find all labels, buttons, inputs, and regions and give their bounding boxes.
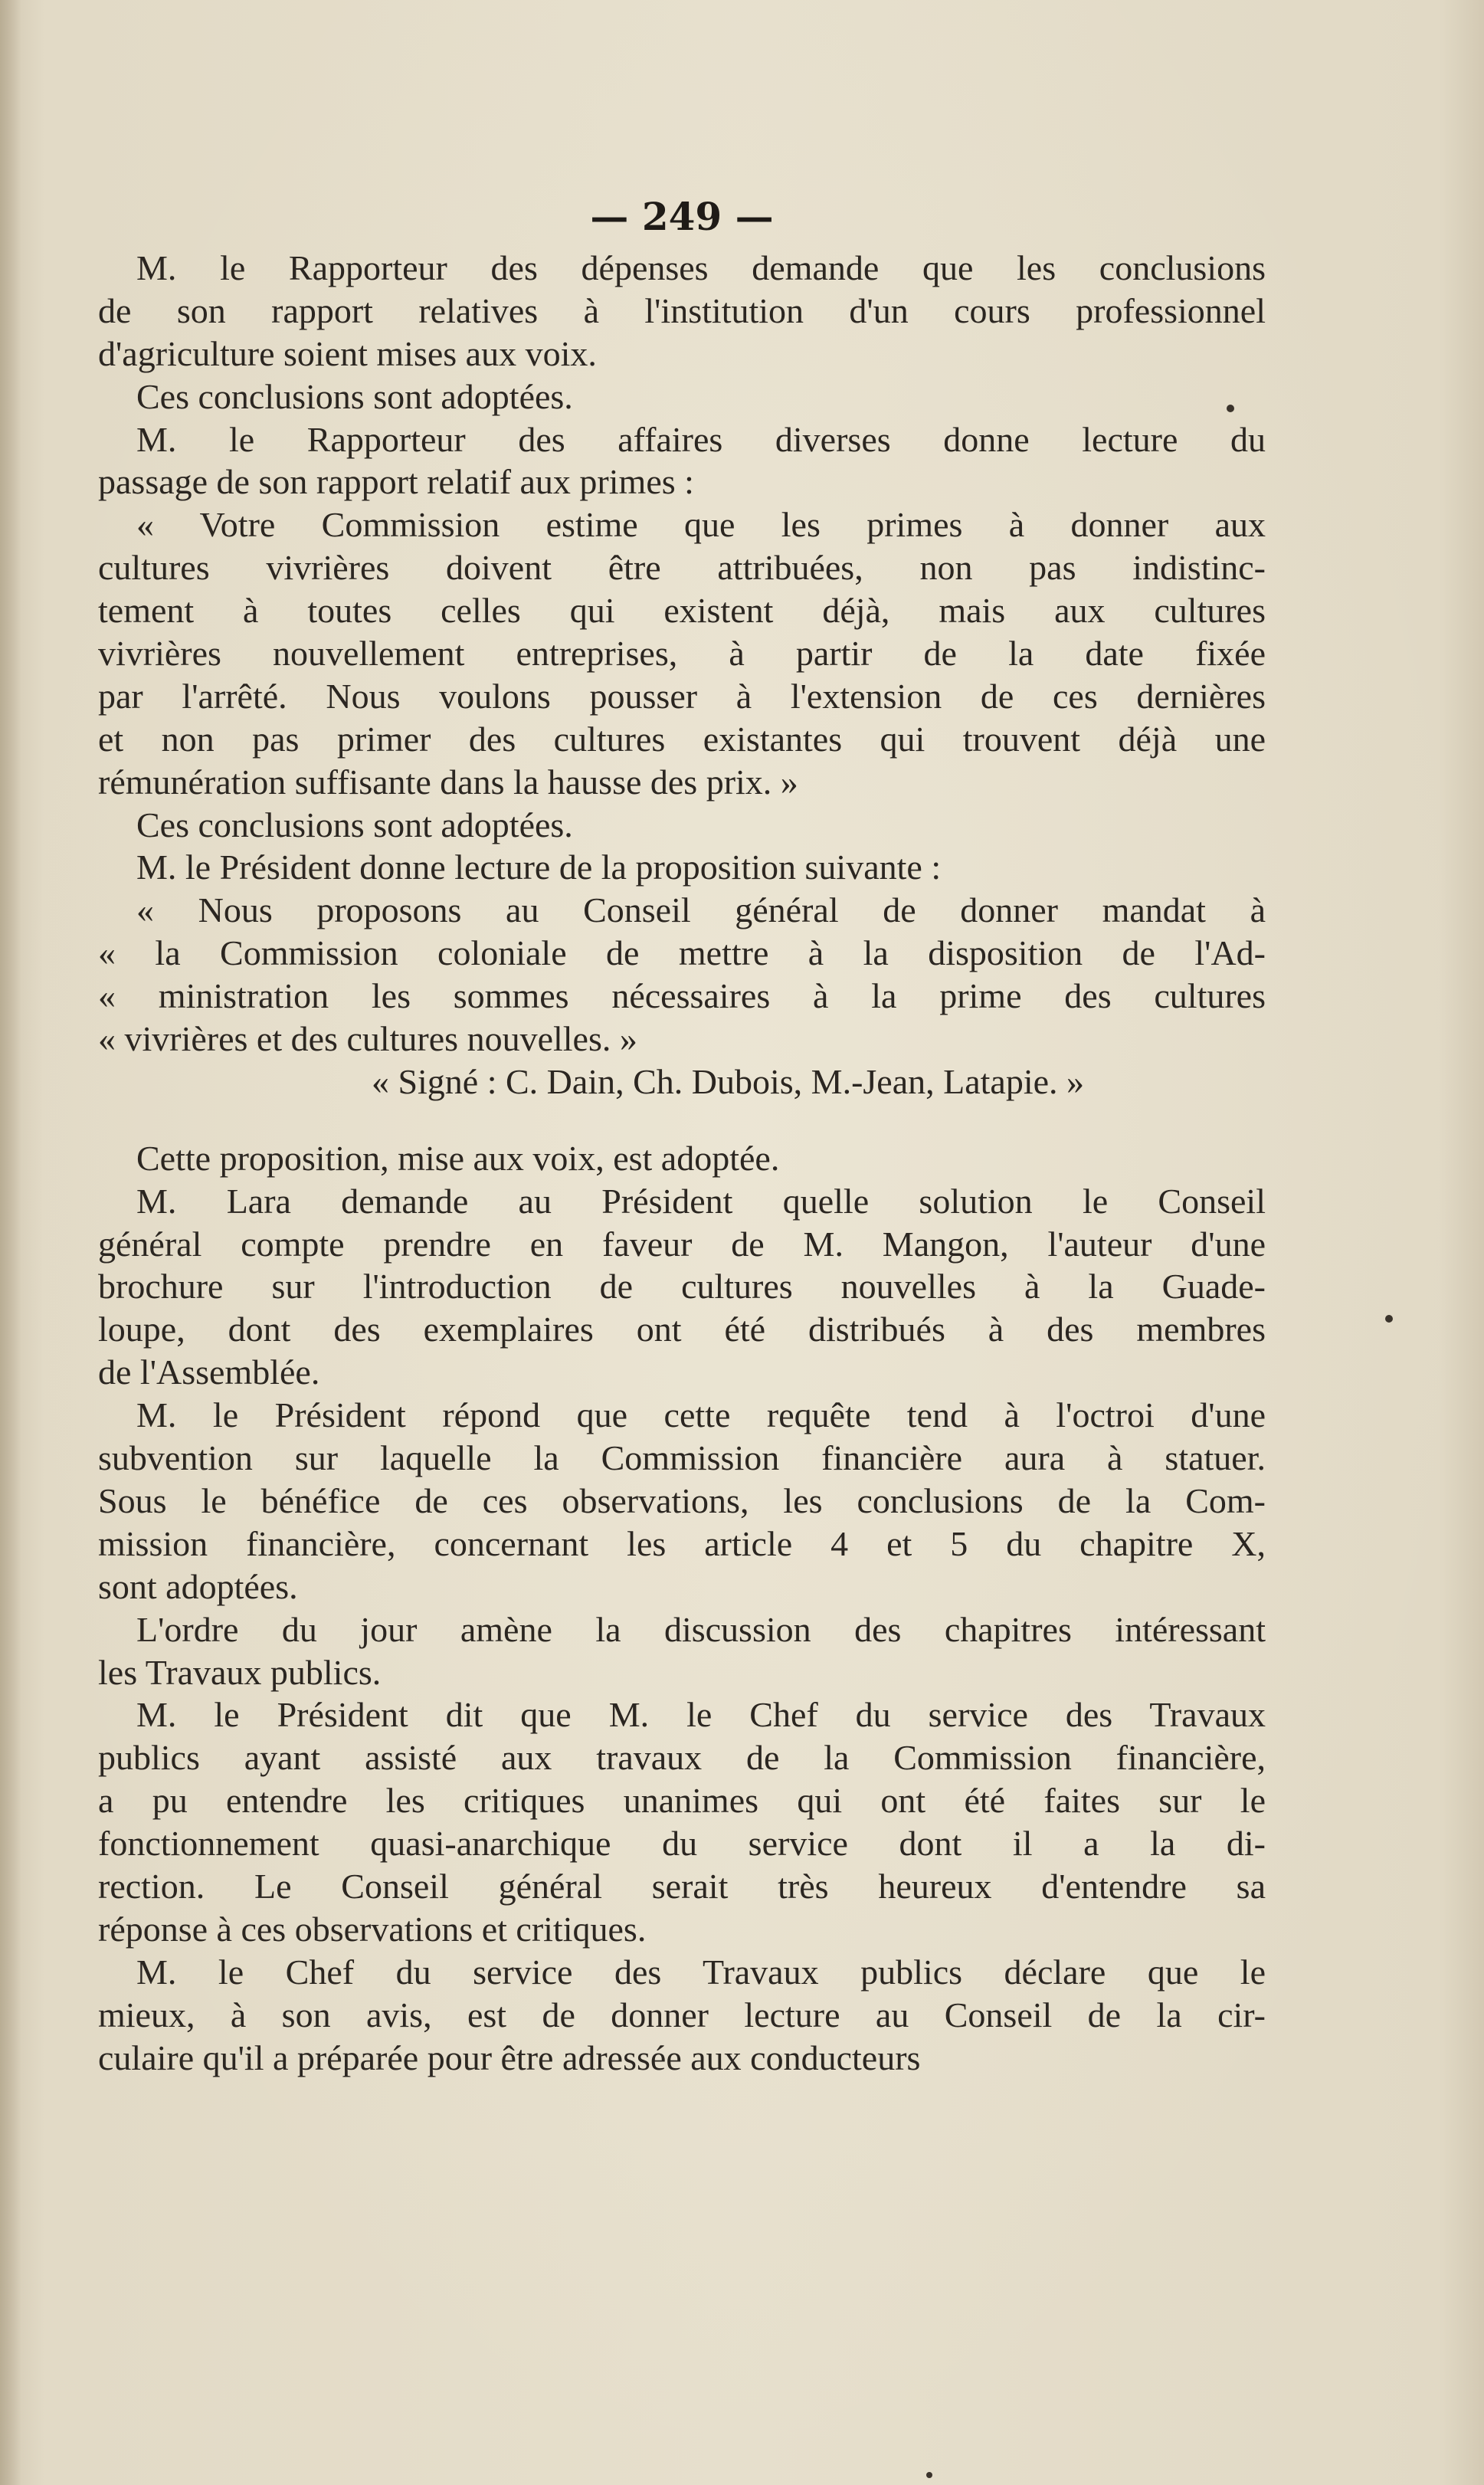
binding-shadow [0,0,21,2485]
text-line: vivrières nouvellement entreprises, à partir de la date fixée [98,634,1266,674]
text-line: L'ordre du jour amène la discussion des chapitres intéressant [136,1609,1266,1649]
text-line: et non pas primer des cultures existantes qui trouvent déjà une [98,719,1266,759]
text-line: les Travaux publics. [98,1652,382,1692]
text-line: d'agriculture soient mises aux voix. [98,333,597,373]
text-line: M. le Rapporteur des dépenses demande que les conclusions [136,248,1266,287]
text-line: M. le Président répond que cette requête tend à l'octroi d'une [136,1395,1266,1435]
text-line: « vivrières et des cultures nouvelles. » [98,1019,637,1059]
text-line: M. le Chef du service des Travaux publics déclare que le [136,1952,1266,1992]
text-line: « la Commission coloniale de mettre à la disposition de l'Ad- [98,933,1266,973]
text-line: mieux, à son avis, est de donner lecture au Conseil de la cir- [98,1995,1266,2034]
text-line: passage de son rapport relatif aux primes : [98,462,694,502]
ink-speck [1385,1315,1393,1323]
text-line: de l'Assemblée. [98,1352,320,1392]
text-line: a pu entendre les critiques unanimes qui ont été faites sur le [98,1781,1266,1821]
text-line: général compte prendre en faveur de M. Mangon, l'auteur d'une [98,1224,1266,1264]
text-line: mission financière, concernant les article 4 et 5 du chapitre X, [98,1523,1266,1563]
text-line: subvention sur laquelle la Commission financière aura à statuer. [98,1438,1266,1478]
text-line: loupe, dont des exemplaires ont été distribués à des membres [98,1310,1266,1349]
text-line: de son rapport relatives à l'institution d'un cours professionnel [98,290,1266,330]
text-line: tement à toutes celles qui existent déjà, mais aux cultures [98,591,1266,631]
body-text [98,247,1266,2079]
text-line: rection. Le Conseil général serait très heureux d'entendre sa [98,1866,1266,1906]
signature-line: « Signé : C. Dain, Ch. Dubois, M.-Jean, Latapie. » [371,1061,1085,1101]
text-line: fonctionnement quasi-anarchique du service dont il a la di- [98,1824,1266,1864]
text-line: sont adoptées. [98,1566,298,1606]
page-number: — 249 — [590,194,774,239]
text-line: culaire qu'il a préparée pour être adressée aux conducteurs [98,2038,921,2077]
text-line: Sous le bénéfice de ces observations, les conclusions de la Com- [98,1480,1266,1520]
text-line: « Votre Commission estime que les primes à donner aux [136,505,1266,545]
text-line: Cette proposition, mise aux voix, est adoptée. [136,1138,780,1178]
text-line: M. le Président donne lecture de la proposition suivante : [136,847,942,887]
text-line: par l'arrêté. Nous voulons pousser à l'extension de ces dernières [98,676,1266,716]
text-line: cultures vivrières doivent être attribuées, non pas indistinc- [98,548,1266,588]
text-block [98,192,1266,2079]
text-line: M. le Rapporteur des affaires diverses donne lecture du [136,419,1266,459]
ink-speck [1227,405,1234,412]
text-line: « Nous proposons au Conseil général de donner mandat à [136,890,1266,930]
text-line: M. le Président dit que M. le Chef du service des Travaux [136,1695,1266,1735]
ink-speck [926,2472,932,2478]
text-line: publics ayant assisté aux travaux de la Commission financière, [98,1738,1266,1778]
text-line: Ces conclusions sont adoptées. [136,376,573,416]
text-line: Ces conclusions sont adoptées. [136,805,573,844]
text-line: réponse à ces observations et critiques. [98,1909,647,1949]
text-line: brochure sur l'introduction de cultures nouvelles à la Guade- [98,1267,1266,1306]
text-line: M. Lara demande au Président quelle solution le Conseil [136,1181,1266,1221]
text-line: « ministration les sommes nécessaires à la prime des cultures [98,976,1266,1016]
spacer [98,1103,1266,1137]
text-line: rémunération suffisante dans la hausse des prix. » [98,762,798,802]
